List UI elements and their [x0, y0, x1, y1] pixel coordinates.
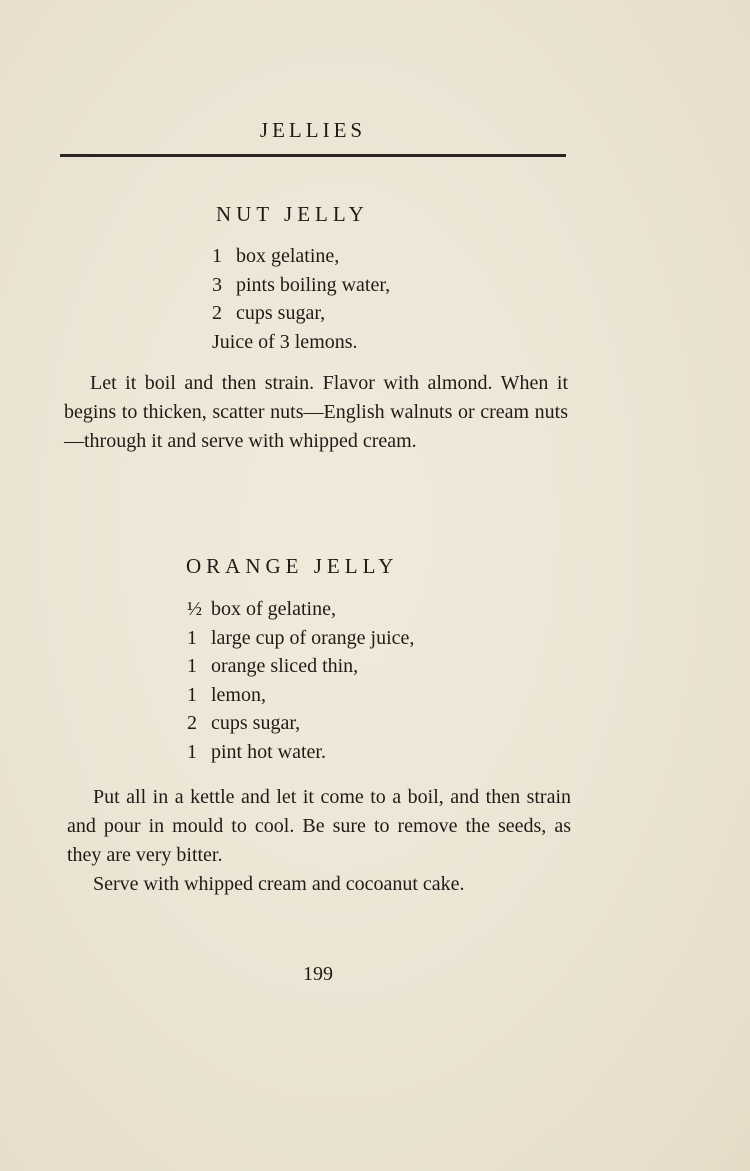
- ingredient-quantity: 1: [187, 655, 197, 678]
- ingredient-item: [187, 652, 414, 681]
- ingredient-text: box gelatine,: [236, 245, 340, 267]
- ingredient-quantity: 1: [187, 740, 197, 763]
- ingredient-text: pint hot water.: [211, 740, 326, 763]
- ingredient-text: lemon,: [211, 683, 266, 706]
- ingredient-text: Juice of 3 lemons.: [212, 330, 358, 353]
- ingredient-text: orange sliced thin,: [211, 655, 359, 678]
- ingredient-quantity: 2: [187, 712, 197, 735]
- ingredient-text: cups sugar,: [236, 302, 326, 325]
- ingredient-quantity: 1: [187, 683, 197, 706]
- recipe-title-orange-jelly: ORANGE JELLY: [186, 554, 399, 578]
- ingredient-item: [187, 709, 414, 738]
- directions-nut-jelly: [64, 369, 568, 456]
- directions-orange-jelly: [67, 783, 571, 899]
- ingredient-list-nut-jelly: [212, 242, 390, 356]
- ingredient-text: large cup of orange juice,: [211, 626, 415, 649]
- directions-paragraph: Serve with whipped cream and cocoanut cake.: [93, 873, 465, 895]
- ingredient-item: [187, 595, 414, 624]
- ingredient-text: box of gelatine,: [211, 598, 336, 620]
- ingredient-item: [212, 271, 390, 300]
- directions-paragraph: Let it boil and then strain. Flavor with almond. When it begins to thicken, scatter nuts—English walnuts or cream nuts—through it and serve with whipped cream.: [64, 372, 568, 452]
- directions-paragraph: Put all in a kettle and let it come to a boil, and then strain and pour in mould to cool. Be sure to remove the seeds, as they are very bitter.: [67, 786, 571, 866]
- recipe-title-nut-jelly: NUT JELLY: [216, 202, 369, 226]
- ingredient-text: pints boiling water,: [236, 273, 391, 296]
- running-head: JELLIES: [259, 118, 367, 142]
- ingredient-item: [212, 242, 390, 271]
- ingredient-quantity: 1: [212, 245, 222, 267]
- page-number: 199: [303, 963, 333, 985]
- ingredient-quantity: ½: [187, 598, 202, 620]
- header-rule: [60, 154, 566, 157]
- ingredient-item: [212, 299, 390, 328]
- ingredient-list-orange-jelly: [187, 595, 414, 767]
- ingredient-quantity: 1: [187, 626, 197, 649]
- ingredient-quantity: 2: [212, 302, 222, 325]
- ingredient-item: [187, 738, 414, 767]
- ingredient-item: [187, 624, 414, 653]
- ingredient-quantity: 3: [212, 273, 222, 296]
- ingredient-item: [187, 681, 414, 710]
- ingredient-text: cups sugar,: [211, 712, 301, 735]
- ingredient-item: [212, 328, 390, 357]
